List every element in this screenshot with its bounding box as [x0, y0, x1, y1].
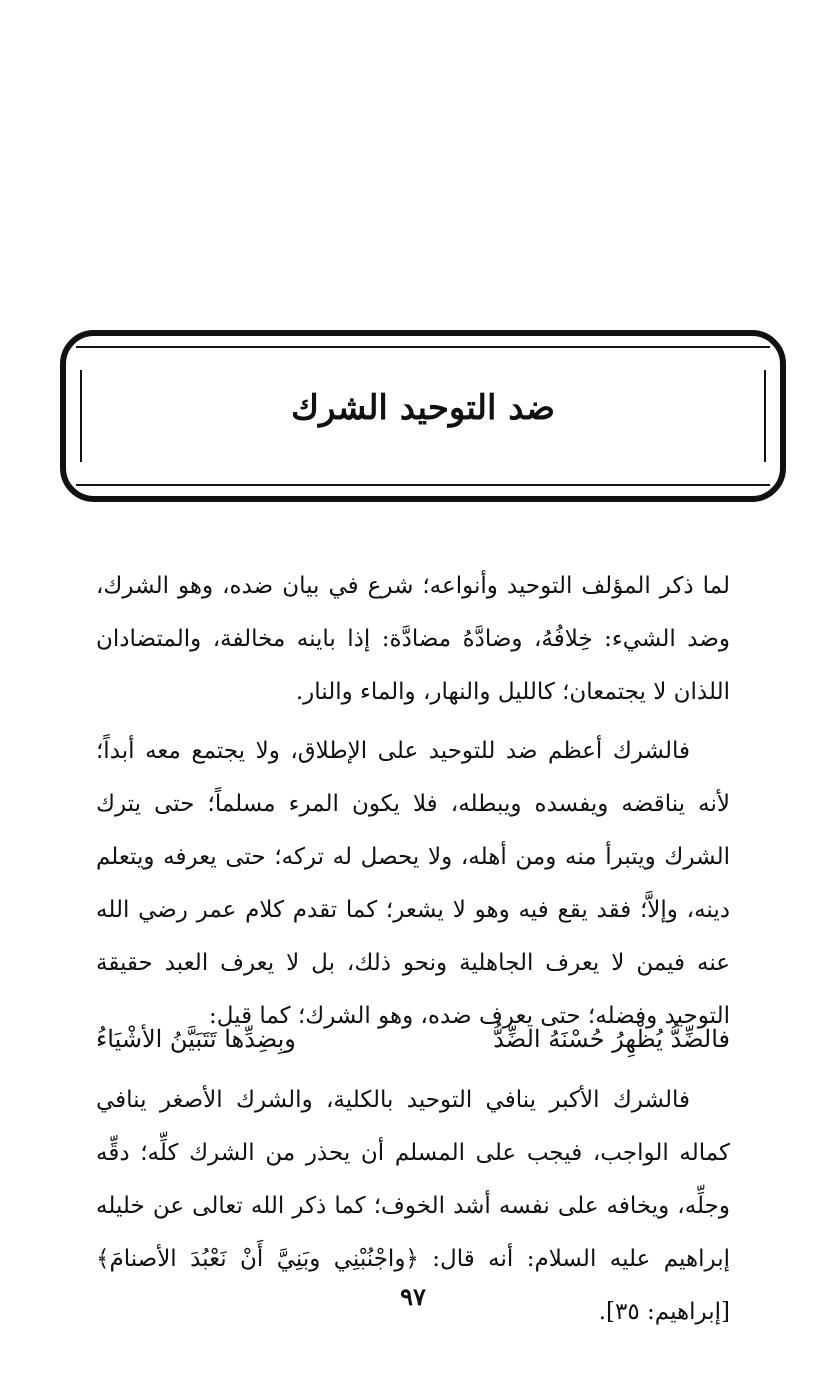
body-text-upper [96, 560, 730, 1043]
chapter-title: ضد التوحيد الشرك [290, 388, 556, 428]
title-frame [60, 330, 786, 502]
page-number: ٩٧ [400, 1282, 426, 1311]
verse-second-hemistich: وبِضِدِّها تَتَبَيَّنُ الأشْيَاءُ [96, 1025, 296, 1053]
poetry-verse [96, 1014, 730, 1064]
paragraph-1: لما ذكر المؤلف التوحيد وأنواعه؛ شرع في بيان ضده، وهو الشرك، وضد الشيء: خِلافُهُ، وضادَّهُ مضادَّة: إذا باينه مخالفة، والمتضادان اللذان لا يجتمعان؛ كالليل والنهار، والماء والنار. [96, 573, 730, 705]
verse-first-hemistich: فالضِّدُّ يُظْهِرُ حُسْنَهُ الضِّدُّ [493, 1025, 730, 1053]
paragraph-3: فالشرك الأكبر ينافي التوحيد بالكلية، والشرك الأصغر ينافي كماله الواجب، فيجب على المسلم أن يحذر من الشرك كلِّه؛ دقِّه وجلِّه، ويخافه على نفسه أشد الخوف؛ كما ذكر الله تعالى عن خليله إبراهيم عليه السلام: أنه قال: ﴿واجْنُبْنِي وبَنِيَّ أَنْ نَعْبُدَ الأصنامَ﴾ [إبراهيم: ٣٥]. [96, 1087, 730, 1325]
paragraph-2: فالشرك أعظم ضد للتوحيد على الإطلاق، ولا يجتمع معه أبداً؛ لأنه يناقضه ويفسده ويبطله، فلا يكون المرء مسلماً؛ حتى يترك الشرك ويتبرأ منه ومن أهله، ولا يحصل له تركه؛ حتى يعرفه ويتعلم دينه، وإلاَّ؛ فقد يقع فيه وهو لا يشعر؛ كما تقدم كلام عمر رضي الله عنه فيمن لا يعرف الجاهلية ونحو ذلك، بل لا يعرف العبد حقيقة التوحيد وفضله؛ حتى يعرف ضده، وهو الشرك؛ كما قيل: [96, 738, 730, 1029]
